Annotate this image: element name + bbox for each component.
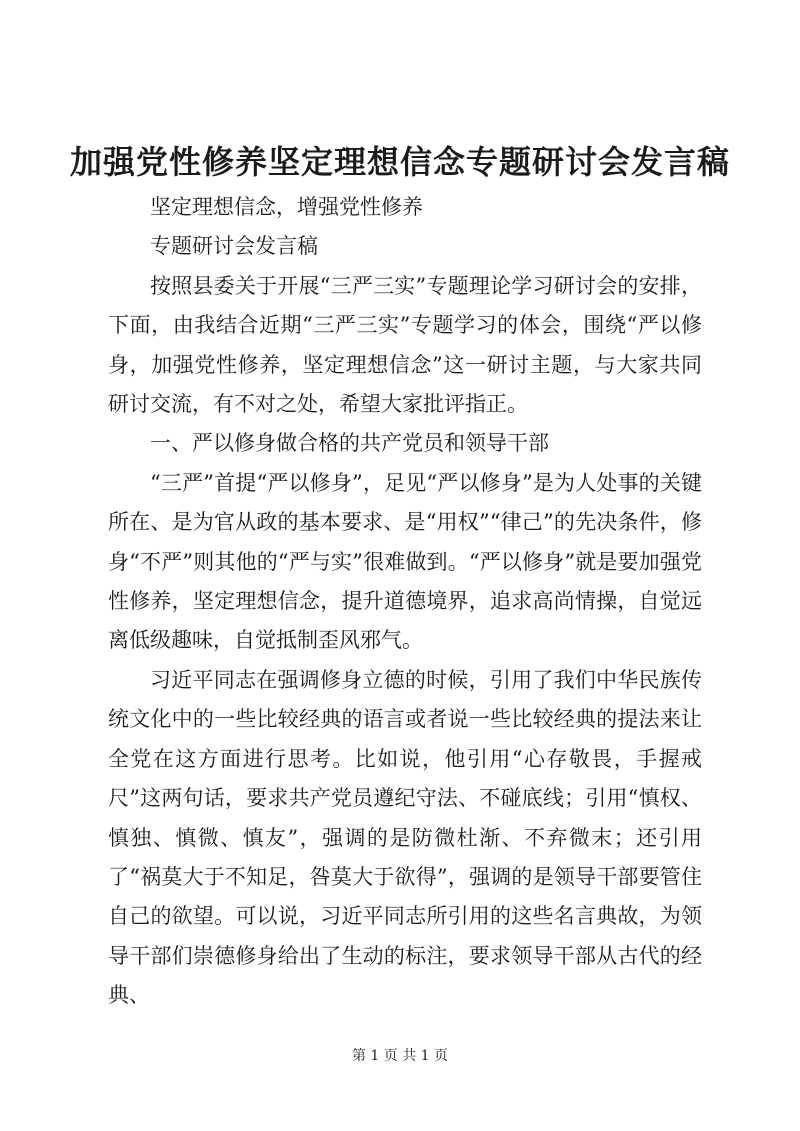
subtitle-paragraph: 专题研讨会发言稿: [150, 234, 318, 259]
section-heading: 一、严以修身做合格的共产党员和领导干部: [150, 431, 549, 456]
body-paragraph: 按照县委关于开展“三严三实”专题理论学习研讨会的安排，下面，由我结合近期“三严三实”专题学习的体会，围绕“严以修身，加强党性修养，坚定理想信念”这一研讨主题，与大家共同研讨交流，有不对之处，希望大家批评指正。: [108, 273, 702, 417]
document-body: [108, 188, 702, 1016]
body-paragraph: “三严”首提“严以修身”，足见“严以修身”是为人处事的关键所在、是为官从政的基本要求、是“用权”“律己”的先决条件，修身“不严”则其他的“严与实”很难做到。“严以修身”就是要加强党性修养，坚定理想信念，提升道德境界，追求高尚情操，自觉远离低级趣味，自觉抵制歪风邪气。: [108, 470, 702, 653]
document-title: 加强党性修养坚定理想信念专题研讨会发言稿: [69, 143, 730, 181]
subtitle-paragraph: 坚定理想信念，增强党性修养: [150, 195, 423, 219]
page-number-footer: 第 1 页 共 1 页: [351, 1048, 449, 1064]
body-paragraph: 习近平同志在强调修身立德的时候，引用了我们中华民族传统文化中的一些比较经典的语言或者说一些比较经典的提法来让全党在这方面进行思考。比如说，他引用“心存敬畏，手握戒尺”这两句话，要求共产党员遵纪守法、不碰底线；引用“慎权、慎独、慎微、慎友”，强调的是防微杜渐、不弃微末；还引用了“祸莫大于不知足，咎莫大于欲得”，强调的是领导干部要管住自己的欲望。可以说，习近平同志所引用的这些名言典故，为领导干部们崇德修身给出了生动的标注，要求领导干部从古代的经典、: [108, 667, 702, 1008]
